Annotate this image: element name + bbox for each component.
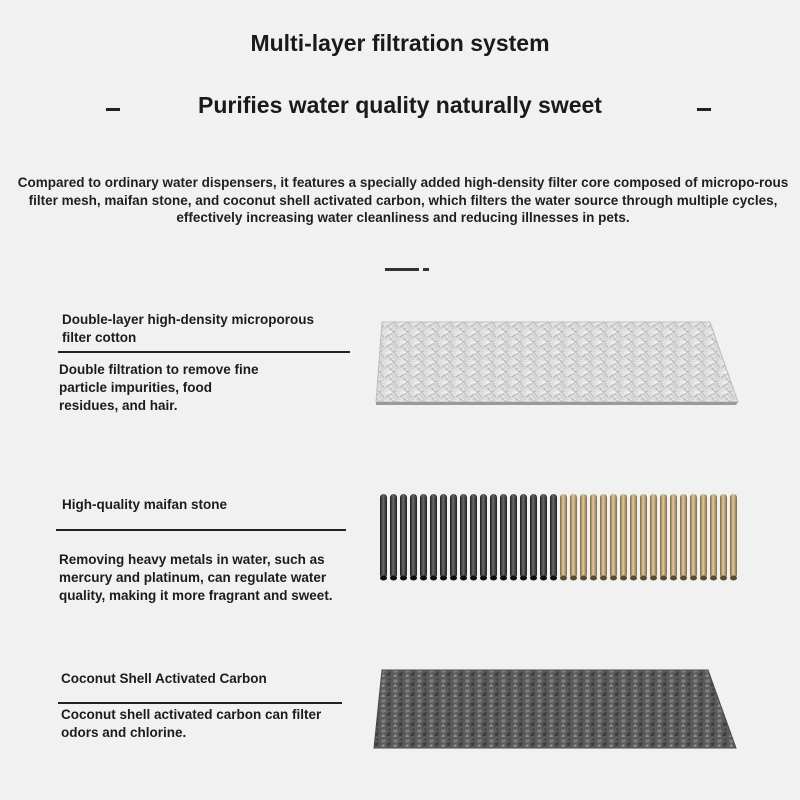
dark-stone-rod xyxy=(440,494,447,578)
layer-1-description: Double filtration to remove fine particle impurities, food residues, and hair. xyxy=(59,362,259,413)
maifan-stone-rods-icon xyxy=(372,488,747,588)
rod-end xyxy=(630,576,637,581)
gold-stone-rod xyxy=(640,494,647,578)
rod-end xyxy=(580,576,587,581)
rod-end xyxy=(560,576,567,581)
intro-paragraph: Compared to ordinary water dispensers, it features a specially added high-density filter core composed of micropo-rous filter mesh, maifan stone, and coconut shell activated carbon, which filters the water source through multiple cycles, effectively increasing water cleanliness and reducing illnesses in pets. xyxy=(17,175,789,225)
rod-end xyxy=(540,576,547,581)
gold-stone-rod xyxy=(710,494,717,578)
layer-2-description: Removing heavy metals in water, such as mercury and platinum, can regulate water quality, making it more fragrant and sweet. xyxy=(59,552,333,603)
dark-stone-rod xyxy=(550,494,557,578)
divider-short xyxy=(423,268,429,271)
layer-2-rule xyxy=(56,529,346,531)
page-subtitle: Purifies water quality naturally sweet xyxy=(198,92,602,118)
rod-end xyxy=(620,576,627,581)
layer-3-rule xyxy=(58,702,342,704)
gold-stone-rod xyxy=(630,494,637,578)
gold-stone-rod xyxy=(720,494,727,578)
rod-end xyxy=(600,576,607,581)
rod-end xyxy=(470,576,477,581)
rod-end xyxy=(700,576,707,581)
rod-end xyxy=(650,576,657,581)
rod-end xyxy=(450,576,457,581)
rod-end xyxy=(710,576,717,581)
gold-stone-rod xyxy=(610,494,617,578)
gold-stone-rod xyxy=(570,494,577,578)
activated-carbon-pad-icon xyxy=(368,668,738,752)
dark-stone-rod xyxy=(450,494,457,578)
dark-stone-rod xyxy=(500,494,507,578)
rod-end xyxy=(430,576,437,581)
dark-stone-rod xyxy=(420,494,427,578)
dark-stone-rod xyxy=(510,494,517,578)
rod-end xyxy=(640,576,647,581)
page-title: Multi-layer filtration system xyxy=(250,30,550,56)
dark-stone-rod xyxy=(470,494,477,578)
dark-stone-rod xyxy=(530,494,537,578)
rod-end xyxy=(410,576,417,581)
rod-end xyxy=(380,576,387,581)
rod-end xyxy=(420,576,427,581)
dark-stone-rod xyxy=(540,494,547,578)
gold-stone-rod xyxy=(620,494,627,578)
gold-stone-rod xyxy=(560,494,567,578)
rod-end xyxy=(690,576,697,581)
gold-stone-rod xyxy=(690,494,697,578)
dark-stone-rod xyxy=(480,494,487,578)
rod-end xyxy=(490,576,497,581)
gold-stone-rod xyxy=(670,494,677,578)
rod-end xyxy=(570,576,577,581)
filter-cotton-pad-icon xyxy=(370,318,740,406)
gold-stone-rod xyxy=(600,494,607,578)
dark-stone-rod xyxy=(460,494,467,578)
rod-end xyxy=(530,576,537,581)
rod-end xyxy=(730,576,737,581)
layer-2-title: High-quality maifan stone xyxy=(62,497,228,512)
dark-stone-rod xyxy=(520,494,527,578)
right-dash xyxy=(697,108,711,111)
rod-end xyxy=(720,576,727,581)
rod-end xyxy=(660,576,667,581)
gold-stone-rod xyxy=(590,494,597,578)
layer-3-description: Coconut shell activated carbon can filter odors and chlorine. xyxy=(61,707,322,740)
rod-end xyxy=(400,576,407,581)
gold-stone-rod xyxy=(580,494,587,578)
rod-end xyxy=(480,576,487,581)
gold-stone-rod xyxy=(660,494,667,578)
rod-end xyxy=(510,576,517,581)
rod-end xyxy=(440,576,447,581)
dark-stone-rod xyxy=(390,494,397,578)
dark-stone-rod xyxy=(380,494,387,578)
rod-end xyxy=(500,576,507,581)
rod-end xyxy=(610,576,617,581)
gold-stone-rod xyxy=(730,494,737,578)
layer-1-rule xyxy=(58,351,350,353)
rod-end xyxy=(520,576,527,581)
layer-1-title: Double-layer high-density microporous filter cotton xyxy=(62,312,315,345)
rod-end xyxy=(550,576,557,581)
dark-stone-rod xyxy=(430,494,437,578)
rod-end xyxy=(680,576,687,581)
rod-end xyxy=(670,576,677,581)
dark-stone-rod xyxy=(400,494,407,578)
gold-stone-rod xyxy=(700,494,707,578)
rod-end xyxy=(460,576,467,581)
rod-end xyxy=(590,576,597,581)
dark-stone-rod xyxy=(490,494,497,578)
divider-long xyxy=(385,268,419,271)
gold-stone-rod xyxy=(680,494,687,578)
gold-stone-rod xyxy=(650,494,657,578)
rod-end xyxy=(390,576,397,581)
dark-stone-rod xyxy=(410,494,417,578)
layer-3-title: Coconut Shell Activated Carbon xyxy=(61,671,267,686)
